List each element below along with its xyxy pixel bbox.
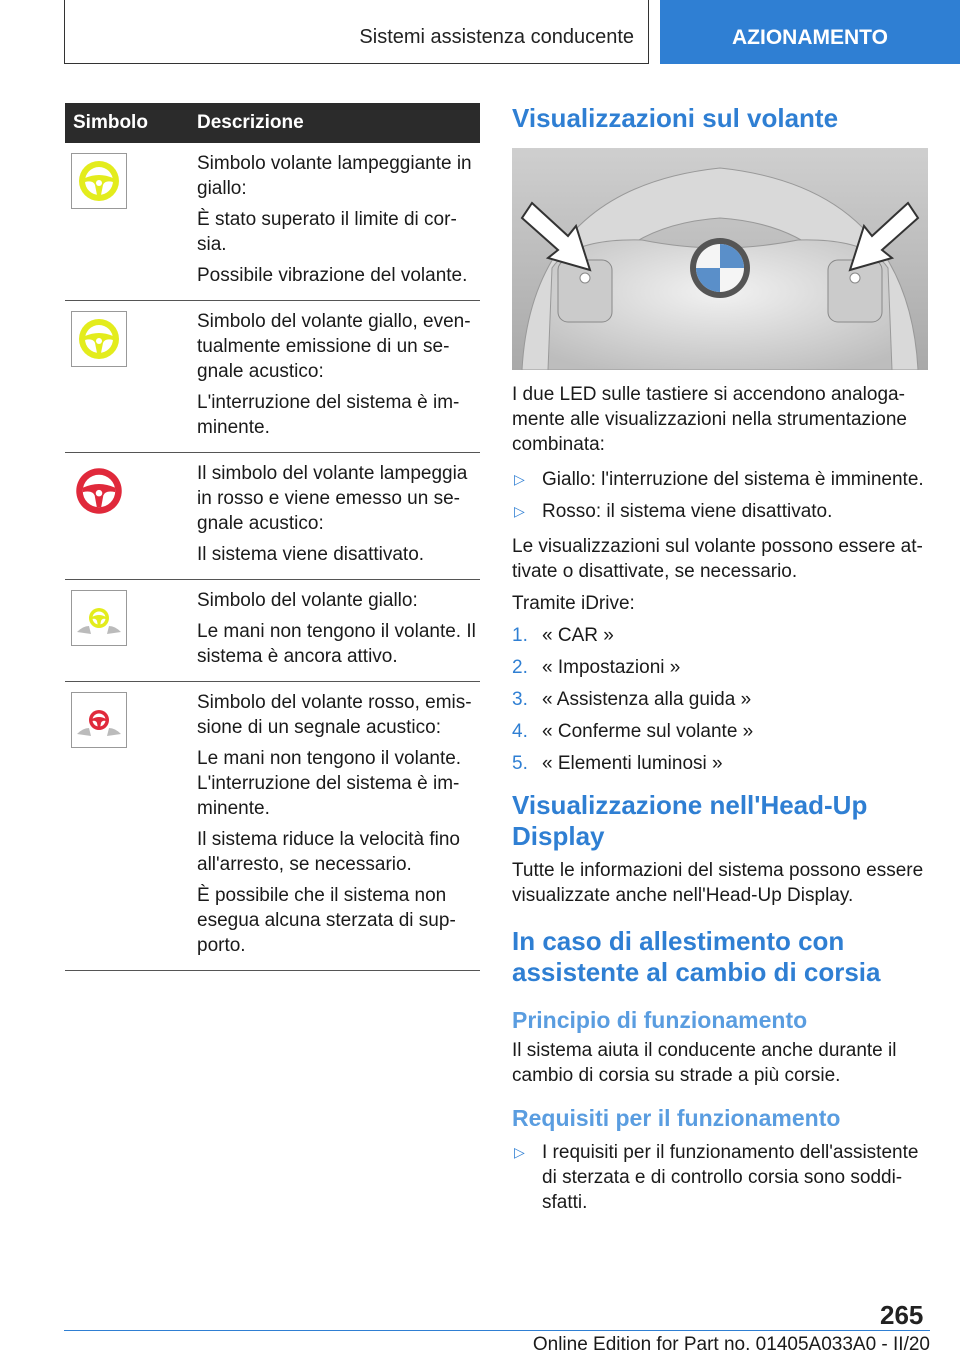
list-item: ▷ Rosso: il sistema viene disattivato. (514, 501, 833, 522)
idrive-steps (512, 623, 932, 776)
row-description: Simbolo del volante rosso, emis-sione di un segnale acustico: Le mani non tengono il volante. L'interruzione del sistema è im-minente. Il sistema riduce la velocità fino all'arresto, se necessario. È possibile che il sistema non esegua alcuna sterzata di sup-porto. (197, 692, 472, 956)
list-item: 4. « Conferme sul volante » (512, 721, 754, 742)
triangle-bullet-icon: ▷ (514, 1144, 525, 1160)
triangle-bullet-icon: ▷ (514, 503, 525, 519)
paragraph-activate: Le visualizzazioni sul volante possono essere at-tivate o disattivate, se necessario. (512, 536, 923, 582)
table-row (65, 301, 480, 453)
heading-hud: Visualizzazione nell'Head-Up Display (512, 790, 868, 851)
list-item: 1. « CAR » (512, 625, 614, 646)
paragraph-idrive: Tramite iDrive: (512, 593, 635, 614)
list-item: 3. « Assistenza alla guida » (512, 689, 752, 710)
right-column (512, 103, 932, 1222)
section-title: Sistemi assistenza conducente (64, 0, 649, 64)
table-header (65, 103, 480, 143)
list-item: ▷ I requisiti per il funzionamento dell'assistente di sterzata e di controllo corsia sono soddi-sfatti. (514, 1142, 919, 1213)
list-item: 2. « Impostazioni » (512, 657, 681, 678)
steering-wheel-red-icon (71, 463, 127, 519)
row-description: Il simbolo del volante lampeggia in rosso e viene emesso un se-gnale acustico: Il sistema viene disattivato. (197, 463, 468, 565)
paragraph-hud: Tutte le informazioni del sistema possono essere visualizzate anche nell'Head-Up Display. (512, 860, 924, 906)
paragraph-principle: Il sistema aiuta il conducente anche durante il cambio di corsia su strade a più corsie. (512, 1040, 897, 1086)
footer-edition: Online Edition for Part no. 01405A033A0 - II/20 (532, 1334, 930, 1355)
requirements-list (512, 1140, 932, 1215)
list-item: ▷ Giallo: l'interruzione del sistema è imminente. (514, 469, 924, 490)
row-description: Simbolo volante lampeggiante in giallo: È stato superato il limite di cor-sia. Possibile vibrazione del volante. (197, 153, 472, 286)
paragraph-leds: I due LED sulle tastiere si accendono analoga-mente alle visualizzazioni nella strumentazione combinata: (512, 384, 907, 455)
table-row (65, 453, 480, 580)
chapter-tab[interactable]: AZIONAMENTO (660, 0, 960, 64)
table-row (65, 682, 480, 971)
row-description: Simbolo del volante giallo, even-tualmente emissione di un se-gnale acustico: L'interruzione del sistema è im-minente. (197, 311, 471, 438)
heading-steering-display: Visualizzazioni sul volante (512, 103, 839, 133)
page-number: 265 (880, 1300, 924, 1330)
list-item: 5. « Elementi luminosi » (512, 753, 723, 774)
heading-principle: Principio di funzionamento (512, 1007, 808, 1033)
footer-divider (64, 1330, 930, 1331)
heading-requirements: Requisiti per il funzionamento (512, 1105, 841, 1131)
heading-lane-change: In caso di allestimento con assistente al cambio di corsia (512, 926, 881, 987)
led-bullet-list (512, 467, 932, 524)
row-description: Simbolo del volante giallo: Le mani non tengono il volante. Il sistema è ancora attivo. (197, 590, 476, 667)
triangle-bullet-icon: ▷ (514, 471, 525, 487)
table-row (65, 580, 480, 682)
steering-wheel-yellow-icon (71, 153, 127, 209)
steering-wheel-photo (512, 148, 928, 370)
hands-off-yellow-icon (71, 590, 127, 646)
column-header-description: Descrizione (197, 112, 304, 133)
page-header (0, 0, 960, 66)
table-row (65, 143, 480, 301)
column-header-symbol: Simbolo (73, 112, 148, 133)
symbol-table (65, 103, 480, 971)
steering-wheel-yellow-icon (71, 311, 127, 367)
hands-off-red-icon (71, 692, 127, 748)
